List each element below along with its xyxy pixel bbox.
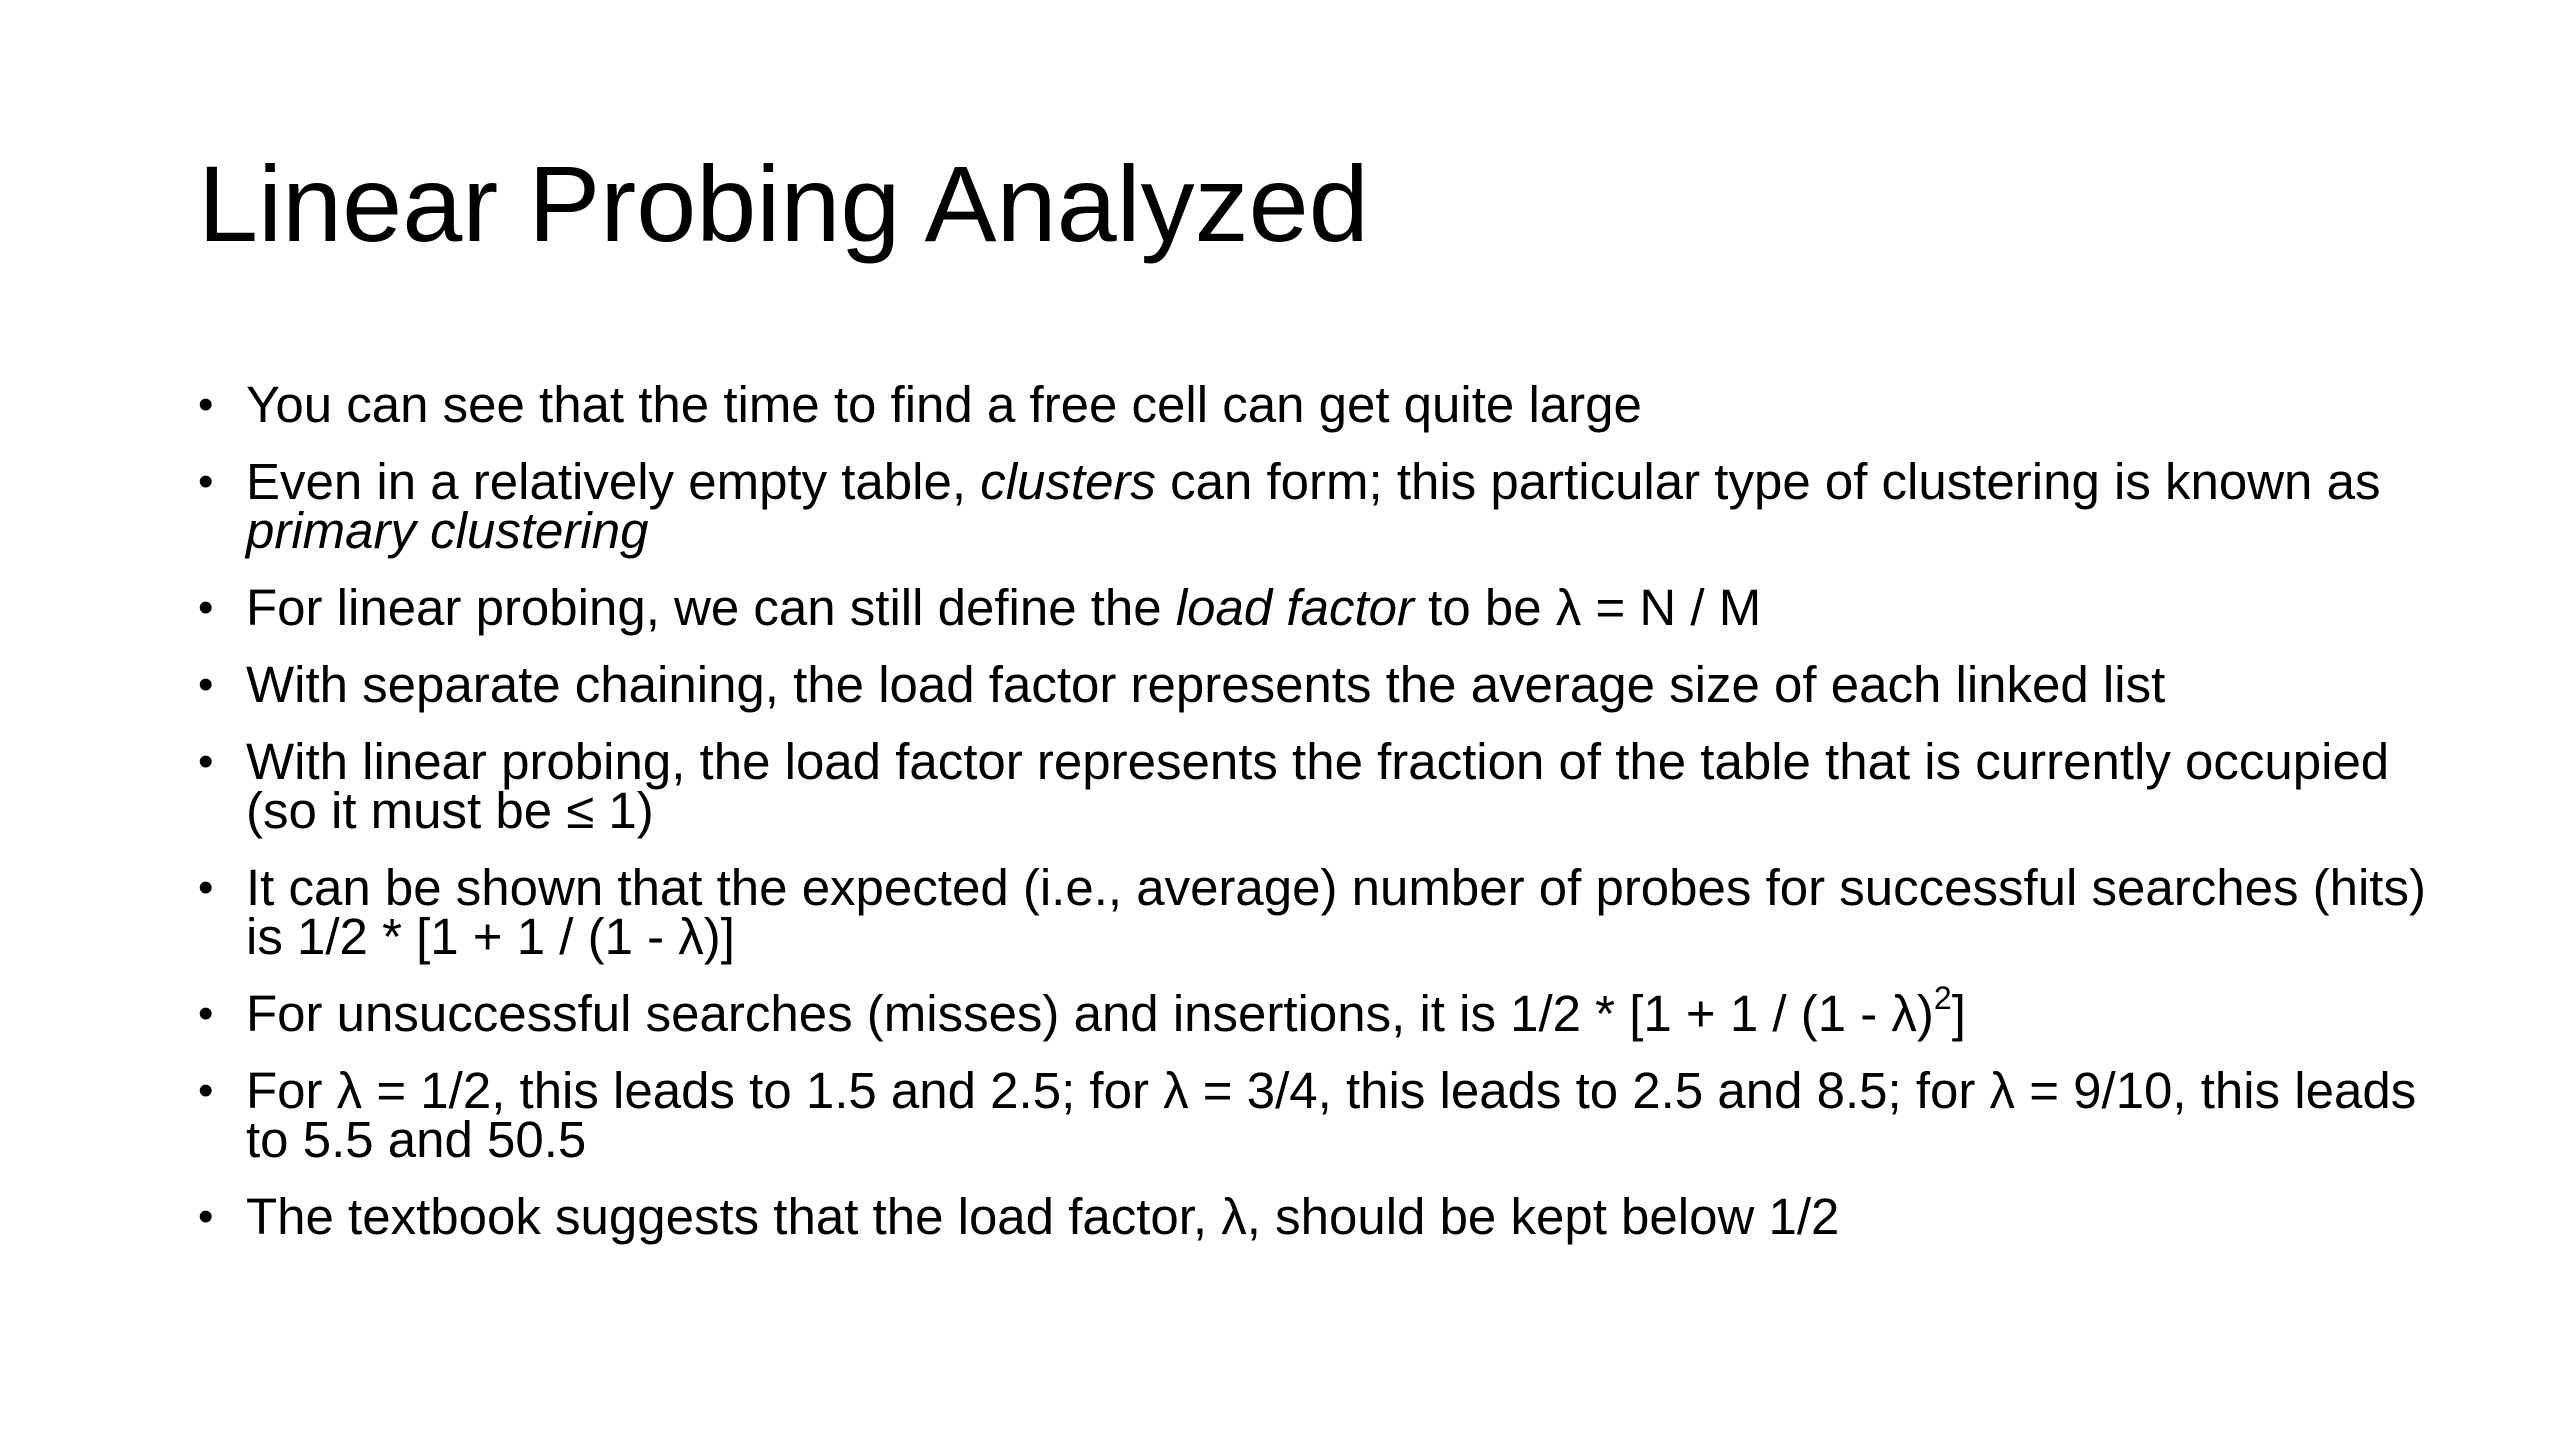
bullet-dot-icon: • <box>198 457 214 506</box>
bullet-item <box>198 733 2448 839</box>
bullet-dot-icon: • <box>198 660 214 709</box>
bullet-text-part: Even in a relatively empty table, <box>246 453 981 510</box>
bullet-text <box>246 980 2448 1042</box>
bullet-dot-icon: • <box>198 1192 214 1241</box>
bullet-dot-icon: • <box>198 380 214 429</box>
bullet-list <box>198 376 2448 1269</box>
bullet-text: With linear probing, the load factor represents the fraction of the table that is currently occupied (so it must be ≤ 1) <box>246 733 2390 839</box>
bullet-text-part: ] <box>1951 985 1966 1042</box>
bullet-item <box>198 1188 2448 1245</box>
bullet-item <box>198 980 2448 1042</box>
bullet-text: With separate chaining, the load factor represents the average size of each linked list <box>246 656 2166 713</box>
bullet-dot-icon: • <box>198 737 214 786</box>
bullet-text <box>246 453 2448 559</box>
bullet-text-part: For linear probing, we can still define the <box>246 579 1176 636</box>
bullet-item <box>198 859 2448 965</box>
bullet-text: It can be shown that the expected (i.e., average) number of probes for successful searches (hits) is 1/2 * [1 + 1 / (1 - λ)] <box>246 859 2426 965</box>
term-load-factor: load factor <box>1175 579 1414 636</box>
bullet-text-part: to be λ = N / M <box>1414 579 1762 636</box>
bullet-text: For λ = 1/2, this leads to 1.5 and 2.5; for λ = 3/4, this leads to 2.5 and 8.5; for λ = 9/10, this leads to 5.5 and 50.5 <box>246 1062 2417 1168</box>
term-clusters: clusters <box>980 453 1156 510</box>
bullet-item <box>198 579 2448 636</box>
bullet-dot-icon: • <box>198 863 214 912</box>
bullet-text <box>246 579 2448 636</box>
bullet-text-part: For unsuccessful searches (misses) and insertions, it is 1/2 * [1 + 1 / (1 - λ) <box>246 985 1934 1042</box>
bullet-text: You can see that the time to find a free cell can get quite large <box>246 376 1642 433</box>
bullet-dot-icon: • <box>198 1066 214 1115</box>
bullet-item <box>198 376 2448 433</box>
term-primary-clustering: primary clustering <box>246 502 649 559</box>
bullet-text-part: can form; this particular type of clustering is known as <box>1155 453 2381 510</box>
superscript-exponent: 2 <box>1933 980 1952 1016</box>
bullet-item <box>198 1062 2448 1168</box>
bullet-item <box>198 453 2448 559</box>
bullet-text: The textbook suggests that the load factor, λ, should be kept below 1/2 <box>246 1188 1840 1245</box>
bullet-item <box>198 656 2448 713</box>
bullet-dot-icon: • <box>198 989 214 1038</box>
slide-title: Linear Probing Analyzed <box>198 143 1369 264</box>
bullet-dot-icon: • <box>198 583 214 632</box>
